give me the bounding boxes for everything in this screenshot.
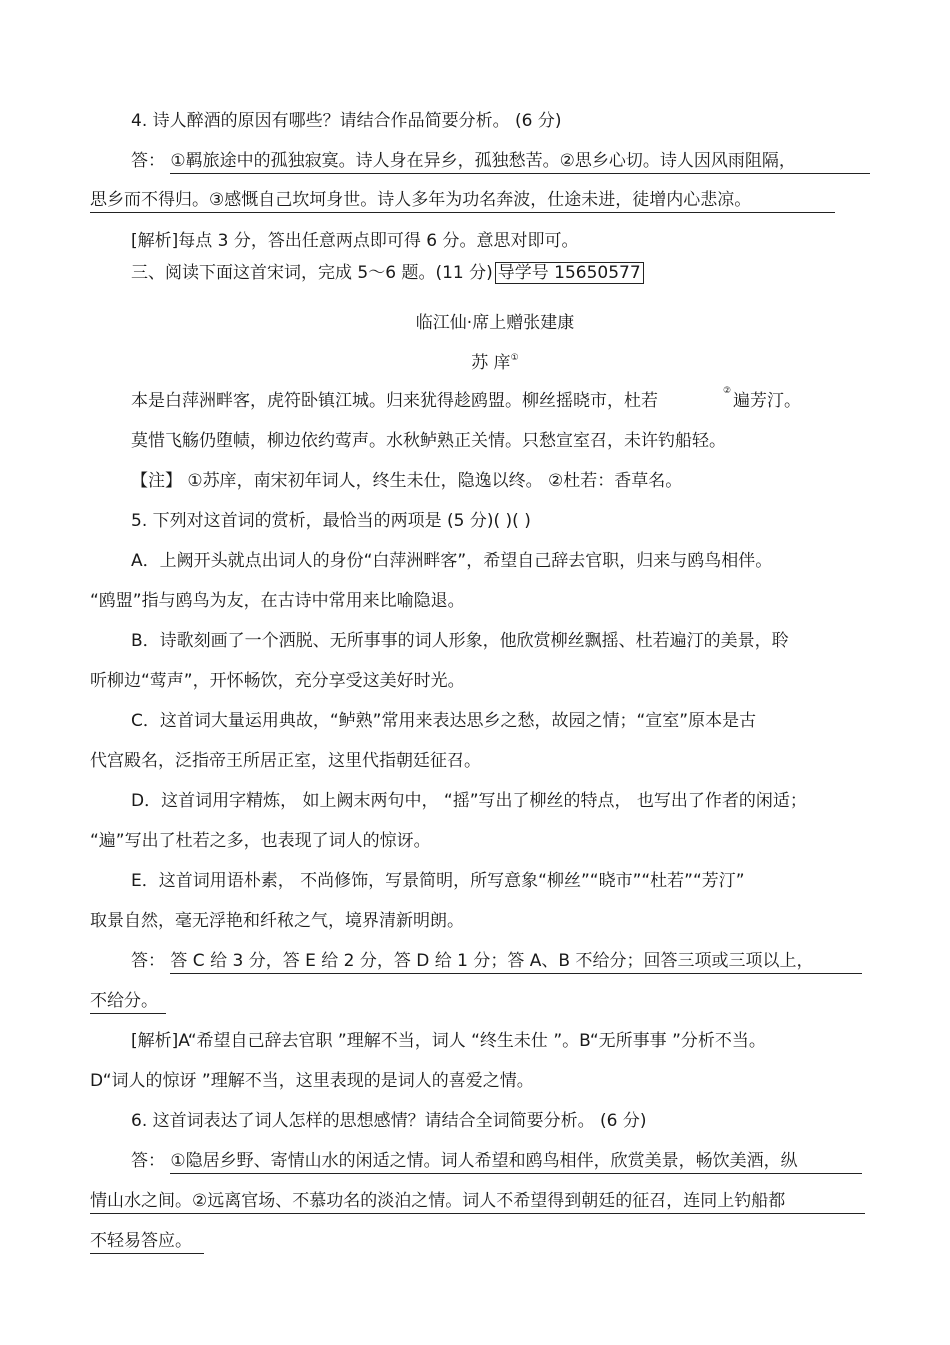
- q5-option-c-line-2: 代宫殿名，泛指帝王所居正室，这里代指朝廷征召。: [90, 751, 481, 771]
- q4-answer-line-2: [90, 189, 835, 213]
- poem-line-1-note-mark: ②: [723, 386, 732, 396]
- q5-answer-text-1: 答 C 给 3 分，答 E 给 2 分，答 D 给 1 分；答 A、B 不给分；回答三项或三项以上，: [170, 950, 862, 974]
- q4-answer-text-1: ①羁旅途中的孤独寂寞。诗人身在异乡，孤独愁苦。②思乡心切。诗人因风雨阻隔，: [170, 150, 870, 174]
- q5-option-e-line-2: 取景自然，毫无浮艳和纤秾之气，境界清新明朗。: [90, 911, 464, 931]
- q4-answer-prefix: 答：: [131, 151, 165, 171]
- q6-question: 6. 这首词表达了词人怎样的思想感情？请结合全词简要分析。 (6 分): [131, 1111, 647, 1131]
- q5-option-b-line-1: B．诗歌刻画了一个洒脱、无所事事的词人形象，他欣赏柳丝飘摇、杜若遍汀的美景，聆: [131, 631, 789, 651]
- q4-analysis: [解析]每点 3 分，答出任意两点即可得 6 分。意思对即可。: [131, 231, 579, 251]
- q5-option-b-line-2: 听柳边“莺声”，开怀畅饮，充分享受这美好时光。: [90, 671, 465, 691]
- q5-option-d-line-1: D．这首词用字精炼， 如上阙末两句中， “摇”写出了柳丝的特点， 也写出了作者的闲适；: [131, 791, 807, 811]
- q6-answer-text-3: 不轻易答应。: [90, 1230, 204, 1254]
- q5-option-a-line-1: A．上阙开头就点出词人的身份“白萍洲畔客”，希望自己辞去官职，归来与鸥鸟相伴。: [131, 551, 773, 571]
- q4-answer-line-1: [131, 150, 870, 174]
- poem-author-note-mark: ①: [510, 353, 519, 363]
- q5-option-c-line-1: C．这首词大量运用典故，“鲈熟”常用来表达思乡之愁，故园之情；“宣室”原本是古: [131, 711, 757, 731]
- section3-heading: [131, 262, 644, 284]
- poem-line-2: 莫惜飞觞仍堕帻，柳边依约莺声。水秋鲈熟正关情。只愁宣室召，未许钓船轻。: [131, 431, 726, 451]
- q5-analysis-line-2: D“词人的惊讶 ”理解不当，这里表现的是词人的喜爱之情。: [90, 1071, 534, 1091]
- q5-answer-text-2: 不给分。: [90, 990, 166, 1014]
- q5-answer-line-2: [90, 990, 166, 1014]
- poem-author-name: 苏 庠: [471, 353, 511, 373]
- q5-analysis-line-1: [解析]A“希望自己辞去官职 ”理解不当，词人 “终生未仕 ”。B“无所事事 ”分析不当。: [131, 1031, 766, 1051]
- q6-answer-prefix: 答：: [131, 1151, 165, 1171]
- q6-answer-text-1: ①隐居乡野、寄情山水的闲适之情。词人希望和鸥鸟相伴，欣赏美景，畅饮美酒，纵: [170, 1150, 862, 1174]
- poem-author: [0, 347, 950, 374]
- q5-question: 5. 下列对这首词的赏析，最恰当的两项是 (5 分)( )( ): [131, 511, 531, 531]
- q5-option-d-line-2: “遍”写出了杜若之多，也表现了词人的惊讶。: [90, 831, 431, 851]
- q6-answer-text-2: 情山水之间。②远离官场、不慕功名的淡泊之情。词人不希望得到朝廷的征召，连同上钓船都: [90, 1190, 865, 1214]
- q6-answer-line-3: [90, 1230, 204, 1254]
- q5-answer-prefix: 答：: [131, 951, 165, 971]
- q4-answer-text-2: 思乡而不得归。③感慨自己坎坷身世。诗人多年为功名奔波，仕途未进，徒增内心悲凉。: [90, 189, 835, 213]
- q5-option-e-line-1: E．这首词用语朴素， 不尚修饰，写景简明，所写意象“柳丝”“晓市”“杜若”“芳汀”: [131, 871, 745, 891]
- q5-answer-line-1: [131, 950, 862, 974]
- poem-line-1-a: 本是白萍洲畔客，虎符卧镇江城。归来犹得趁鸥盟。柳丝摇晓市，杜若: [131, 391, 658, 411]
- poem-note: 【注】 ①苏庠，南宋初年词人，终生未仕，隐逸以终。 ②杜若：香草名。: [131, 471, 683, 491]
- q6-answer-line-2: [90, 1190, 865, 1214]
- poem-line-1-b: 遍芳汀。: [733, 391, 801, 411]
- section3-heading-text: 三、阅读下面这首宋词，完成 5～6 题。(11 分): [131, 263, 493, 283]
- poem-title: 临江仙·席上赠张建康: [415, 313, 575, 333]
- q6-answer-line-1: [131, 1150, 862, 1174]
- q5-option-a-line-2: “鸥盟”指与鸥鸟为友，在古诗中常用来比喻隐退。: [90, 591, 465, 611]
- q4-question: 4. 诗人醉酒的原因有哪些？请结合作品简要分析。 (6 分): [131, 111, 562, 131]
- guide-number-box: 导学号 15650577: [495, 262, 644, 284]
